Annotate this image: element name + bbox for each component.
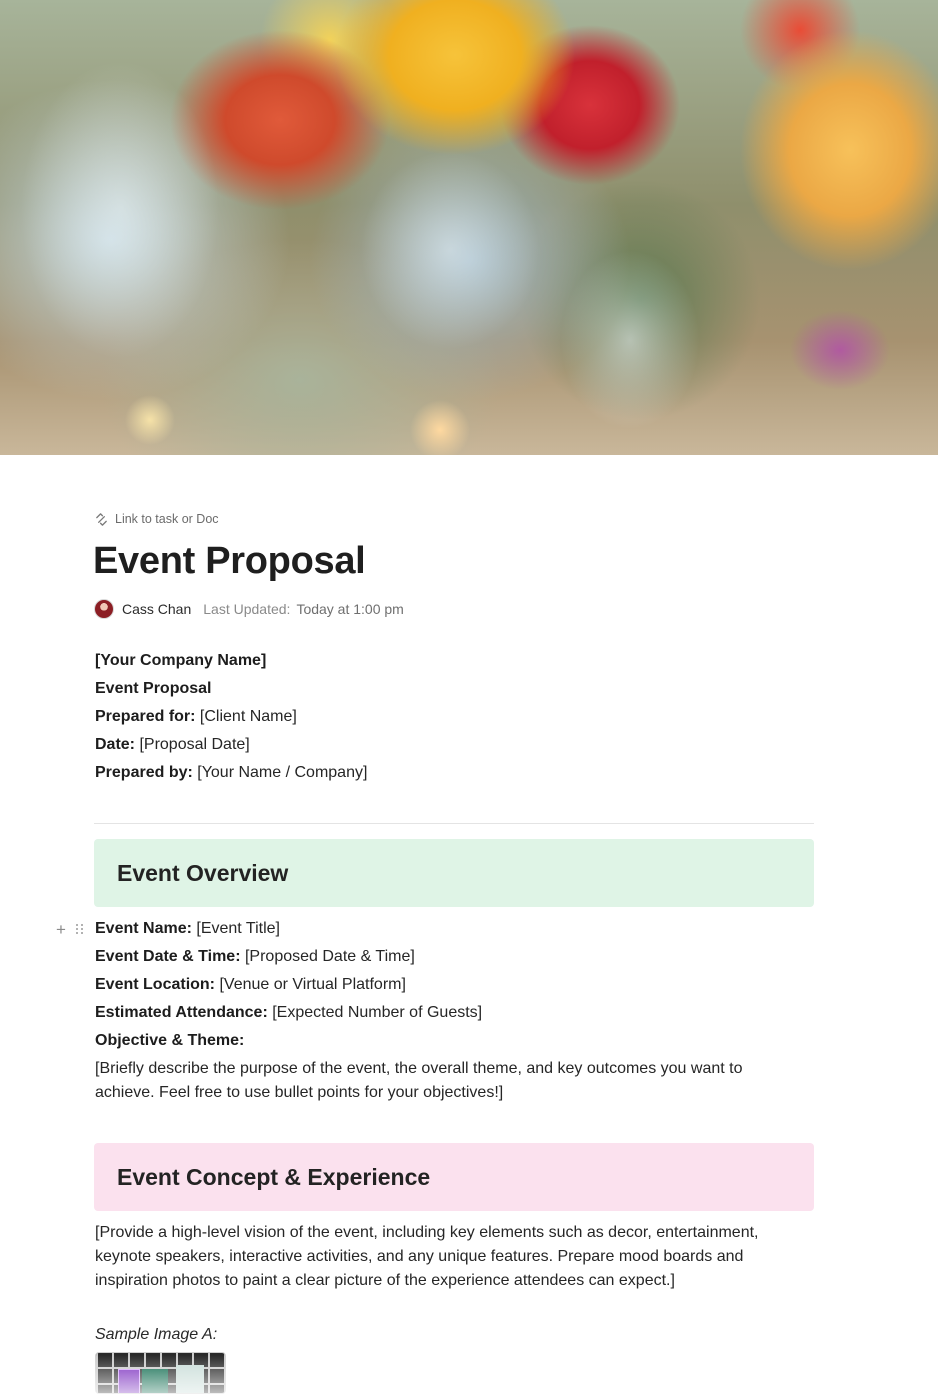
concept-description: [Provide a high-level vision of the event, including key elements such as decor, entertainment, keynote speakers, interactive activities, and any unique features. Prepare mood boards and inspiration photos to paint a clear picture of the experience attendees can expect.] bbox=[95, 1224, 759, 1289]
doc-type-line bbox=[95, 675, 211, 703]
prepared-by-value: [Your Name / Company] bbox=[192, 764, 368, 781]
estimated-attendance-value: [Expected Number of Guests] bbox=[267, 1004, 483, 1021]
event-name-value: [Event Title] bbox=[191, 920, 280, 937]
block-handle[interactable] bbox=[56, 920, 84, 938]
last-updated-value: Today at 1:00 pm bbox=[296, 601, 404, 617]
objective-theme-label: Objective & Theme: bbox=[95, 1032, 245, 1049]
event-concept-banner bbox=[94, 1143, 814, 1211]
prepared-by-label: Prepared by: bbox=[95, 764, 193, 781]
prepared-for-line bbox=[95, 703, 297, 731]
estimated-attendance-line bbox=[95, 999, 482, 1027]
link-to-task-button[interactable] bbox=[94, 510, 219, 528]
drag-handle-icon[interactable] bbox=[76, 924, 84, 934]
company-name: [Your Company Name] bbox=[95, 652, 267, 669]
event-location-value: [Venue or Virtual Platform] bbox=[215, 976, 406, 993]
event-date-time-value: [Proposed Date & Time] bbox=[240, 948, 415, 965]
objective-description: [Briefly describe the purpose of the event, the overall theme, and key outcomes you want to achieve. Feel free to use bullet points for your objectives!] bbox=[95, 1060, 743, 1101]
doc-type: Event Proposal bbox=[95, 680, 212, 697]
event-overview-heading: Event Overview bbox=[117, 859, 289, 886]
add-block-icon[interactable]: + bbox=[56, 919, 66, 939]
event-date-time-line bbox=[95, 943, 415, 971]
sample-image-caption: Sample Image A: bbox=[95, 1326, 218, 1343]
prepared-by-line bbox=[95, 759, 367, 787]
event-overview-banner bbox=[94, 839, 814, 907]
link-label: Link to task or Doc bbox=[115, 512, 219, 526]
event-location-label: Event Location: bbox=[95, 976, 216, 993]
event-date-time-label: Event Date & Time: bbox=[95, 948, 241, 965]
prepared-for-value: [Client Name] bbox=[195, 708, 297, 725]
event-concept-heading: Event Concept & Experience bbox=[117, 1163, 431, 1190]
divider bbox=[94, 823, 814, 824]
event-name-line bbox=[95, 915, 280, 943]
prepared-for-label: Prepared for: bbox=[95, 708, 196, 725]
date-label: Date: bbox=[95, 736, 136, 753]
event-location-line bbox=[95, 971, 406, 999]
cover-image[interactable] bbox=[0, 0, 938, 455]
estimated-attendance-label: Estimated Attendance: bbox=[95, 1004, 268, 1021]
page-title: Event Proposal bbox=[93, 540, 366, 582]
avatar[interactable] bbox=[94, 599, 114, 619]
date-value: [Proposal Date] bbox=[135, 736, 250, 753]
company-name-line bbox=[95, 647, 266, 675]
date-line bbox=[95, 731, 250, 759]
link-icon bbox=[94, 512, 109, 527]
event-name-label: Event Name: bbox=[95, 920, 192, 937]
author-name[interactable]: Cass Chan bbox=[122, 601, 192, 617]
bottom-fade bbox=[0, 1355, 938, 1394]
doc-meta bbox=[94, 598, 404, 620]
last-updated-label: Last Updated: bbox=[203, 601, 291, 617]
objective-theme-line bbox=[95, 1027, 244, 1055]
